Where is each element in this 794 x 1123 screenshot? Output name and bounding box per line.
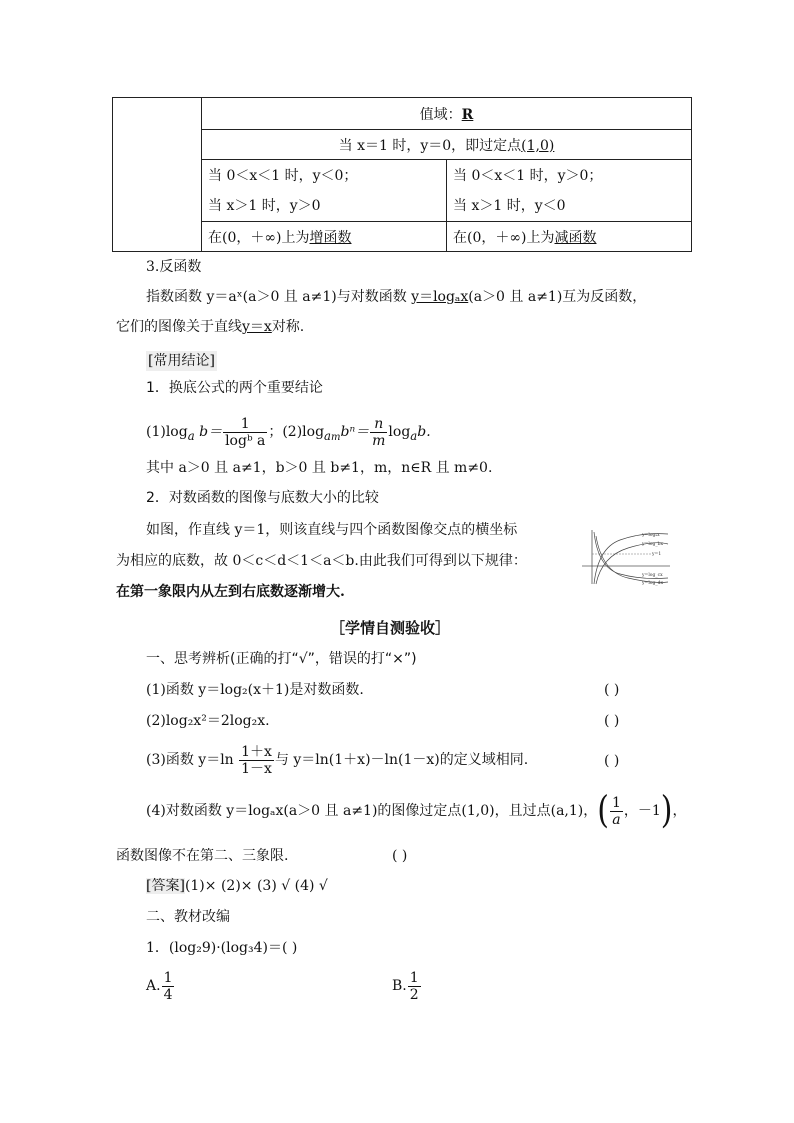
option-b bbox=[392, 966, 422, 1006]
inverse-para-line2 bbox=[116, 317, 304, 337]
label-log-a: y=logₐx bbox=[642, 533, 660, 538]
option-a-den: 4 bbox=[163, 986, 173, 1003]
q4-fraction bbox=[610, 795, 623, 828]
q4-lparen: ( bbox=[597, 788, 609, 833]
option-b-label: B. bbox=[392, 978, 407, 994]
fixed-point-cell bbox=[202, 130, 692, 160]
option-a-fraction bbox=[162, 970, 175, 1003]
f1-den: logᵇ a bbox=[225, 432, 266, 449]
graph-para-line3: 在第一象限内从左到右底数逐渐增大. bbox=[116, 584, 345, 600]
inverse-text-a: 指数函数 y＝aˣ(a＞0 且 a≠1)与对数函数 bbox=[146, 289, 412, 305]
label-log-d: y=log_dx bbox=[642, 581, 664, 586]
conclusion-heading-2: 2．对数函数的图像与底数大小的比较 bbox=[146, 490, 379, 506]
log-functions-graph bbox=[580, 528, 672, 586]
fixed-point-value: (1,0) bbox=[521, 137, 555, 154]
question-4: (4)对数函数 y＝logₐx(a＞0 且 a≠1)的图像过定点(1,0)，且过点(a,1)，( $\frac{1}{a}$ ，－1)， bbox=[146, 788, 687, 833]
q3-fraction bbox=[239, 744, 274, 777]
right-mono-value: 减函数 bbox=[554, 229, 597, 246]
inverse-heading: 3.反函数 bbox=[146, 259, 202, 275]
graph-para-line2: 为相应的底数，故 0＜c＜d＜1＜a＜b.由此我们可得到以下规律： bbox=[116, 553, 527, 569]
question-4-paren: ( ) bbox=[392, 848, 408, 864]
right-sign-line2: 当 x＞1 时，y＜0 bbox=[453, 197, 566, 214]
inverse-para-line1 bbox=[146, 287, 646, 307]
label-log-c: y=log_cx bbox=[642, 573, 663, 578]
option-a-num: 1 bbox=[163, 969, 173, 986]
q3-num: 1＋x bbox=[241, 743, 272, 760]
selftest-heading-2: 二、教材改编 bbox=[146, 909, 230, 925]
conclusions-tag: [常用结论] bbox=[148, 353, 215, 369]
f2-mid: bⁿ＝ bbox=[340, 424, 370, 440]
q4-den: a bbox=[612, 811, 621, 828]
f1-sep: ；(2)log bbox=[268, 424, 325, 440]
right-sign-line1: 当 0＜x＜1 时，y＞0； bbox=[453, 167, 603, 184]
label-y1: y=1 bbox=[652, 552, 662, 557]
left-mono-prefix: 在(0，＋∞)上为 bbox=[208, 229, 310, 246]
f1-num: 1 bbox=[223, 416, 267, 433]
graph-para-line1: 如图，作直线 y＝1，则该直线与四个函数图像交点的横坐标 bbox=[146, 522, 518, 538]
q4-rparen: ) bbox=[660, 788, 673, 833]
left-sign-cell bbox=[202, 160, 447, 222]
selftest-heading-1: 一、思考辨析(正确的打“√”，错误的打“×”) bbox=[146, 651, 417, 667]
question-2: (2)log₂x²＝2log₂x. bbox=[146, 713, 270, 729]
range-value: R bbox=[461, 106, 474, 123]
range-cell bbox=[202, 98, 692, 130]
q4-suffix: ，－1 bbox=[623, 803, 661, 819]
right-sign-cell bbox=[447, 160, 692, 222]
left-sign-line1: 当 0＜x＜1 时，y＜0； bbox=[208, 167, 358, 184]
q3-den: 1－x bbox=[241, 760, 272, 777]
q4-num: 1 bbox=[611, 794, 621, 811]
q4-prefix: (4)对数函数 y＝logₐx(a＞0 且 a≠1)的图像过定点(1,0)，且过点(a,1)， bbox=[146, 803, 598, 819]
f2-num: n bbox=[370, 416, 387, 433]
inverse-text-d: 对称. bbox=[271, 319, 305, 335]
left-mono-value: 增函数 bbox=[309, 229, 352, 246]
right-mono-cell bbox=[447, 222, 692, 252]
option-b-fraction bbox=[408, 970, 421, 1003]
f1-fraction bbox=[223, 416, 267, 449]
change-of-base-formulas: $(1)\log_a$ b＝ $\frac{1}{\text{logᵇ a}}$ ；$(2)\log_{am}b^n=$ $\frac{n}{m}$ $\log_ab$. bbox=[146, 415, 431, 449]
option-a bbox=[146, 966, 175, 1006]
f1-log: (1)log bbox=[146, 424, 188, 440]
question-3-paren: ( ) bbox=[604, 753, 620, 769]
answer-text: (1)× (2)× (3) √ (4) √ bbox=[184, 878, 328, 894]
inverse-text-c: 它们的图像关于直线 bbox=[116, 319, 242, 335]
option-a-label: A. bbox=[146, 978, 161, 994]
range-label: 值域： bbox=[419, 106, 462, 123]
table-blank-cell bbox=[113, 98, 202, 252]
inverse-yx-underline: y＝x bbox=[242, 319, 272, 335]
left-sign-line2: 当 x＞1 时，y＞0 bbox=[208, 197, 321, 214]
selftest-title: ［学情自测验收］ bbox=[330, 619, 451, 637]
inverse-text-b: (a＞0 且 a≠1)互为反函数， bbox=[468, 289, 647, 305]
question-1-paren: ( ) bbox=[604, 682, 620, 698]
question-2-paren: ( ) bbox=[604, 713, 620, 729]
q3-prefix: (3)函数 y＝ln bbox=[146, 752, 239, 768]
conclusion-conditions: 其中 a＞0 且 a≠1，b＞0 且 b≠1，m，n∈R 且 m≠0. bbox=[146, 460, 493, 476]
question-1: (1)函数 y＝log₂(x＋1)是对数函数. bbox=[146, 682, 364, 698]
option-b-den: 2 bbox=[409, 986, 419, 1003]
conclusion-heading-1: 1．换底公式的两个重要结论 bbox=[146, 380, 323, 396]
right-mono-prefix: 在(0，＋∞)上为 bbox=[453, 229, 555, 246]
q3-suffix: 与 y＝ln(1＋x)－ln(1－x)的定义域相同. bbox=[274, 752, 529, 768]
answer-tag: [答案] bbox=[146, 878, 185, 894]
left-mono-cell bbox=[202, 222, 447, 252]
f2-fraction bbox=[370, 416, 387, 449]
f2-den: m bbox=[372, 432, 386, 449]
exercise-1: 1．(log₂9)·(log₃4)＝( ) bbox=[146, 940, 298, 956]
f2-log: log bbox=[388, 424, 411, 440]
option-b-num: 1 bbox=[409, 969, 419, 986]
answer-line bbox=[146, 876, 328, 896]
inverse-log-underline: y＝logₐx bbox=[411, 289, 469, 305]
question-3 bbox=[146, 741, 528, 779]
f2-end: b. bbox=[417, 424, 431, 440]
f1-mid: b＝ bbox=[199, 424, 223, 440]
question-4-line2: 函数图像不在第二、三象限. bbox=[116, 848, 289, 864]
log-properties-table bbox=[112, 97, 692, 252]
label-log-b: y=log_bx bbox=[642, 542, 664, 547]
fixed-point-text: 当 x＝1 时，y＝0，即过定点 bbox=[338, 137, 522, 154]
